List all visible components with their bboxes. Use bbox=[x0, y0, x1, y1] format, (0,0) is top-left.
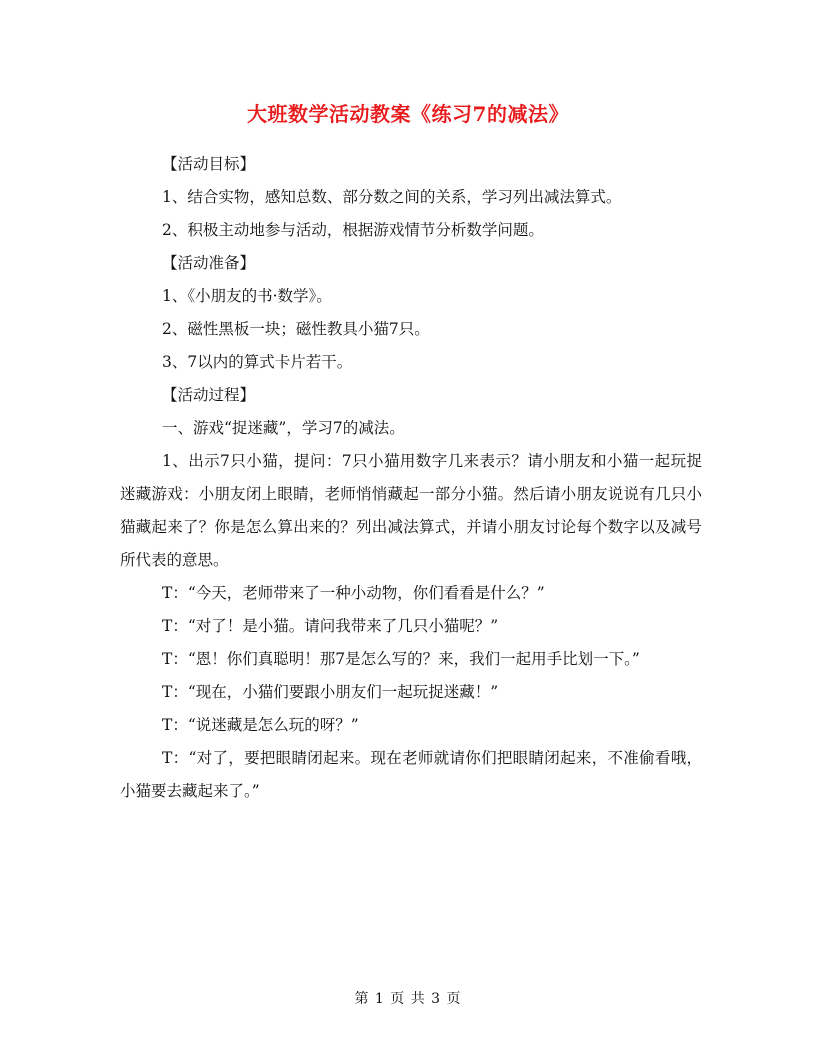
dialogue-line: T：“恩！你们真聪明！那7是怎么写的？来，我们一起用手比划一下。” bbox=[162, 650, 640, 668]
preparation-item: 1、《小朋友的书·数学》。 bbox=[162, 287, 332, 305]
document-body bbox=[120, 148, 702, 808]
preparation-item: 2、磁性黑板一块；磁性教具小猫7只。 bbox=[162, 320, 430, 338]
goal-item: 1、结合实物，感知总数、部分数之间的关系，学习列出减法算式。 bbox=[162, 188, 622, 206]
dialogue-line: T：“今天，老师带来了一种小动物，你们看看是什么？” bbox=[162, 584, 545, 602]
section-heading-goals: 【活动目标】 bbox=[162, 155, 256, 173]
preparation-item: 3、7以内的算式卡片若干。 bbox=[162, 353, 353, 371]
dialogue-line: T：“对了，要把眼睛闭起来。现在老师就请你们把眼睛闭起来，不准偷看哦，小猫要去藏起来了。” bbox=[120, 749, 702, 800]
section-heading-preparation: 【活动准备】 bbox=[162, 254, 256, 272]
dialogue-line: T：“现在，小猫们要跟小朋友们一起玩捉迷藏！” bbox=[162, 683, 499, 701]
page-number-footer: 第 1 页 共 3 页 bbox=[354, 991, 462, 1007]
goal-item: 2、积极主动地参与活动，根据游戏情节分析数学问题。 bbox=[162, 221, 544, 239]
dialogue-line: T：“对了！是小猫。请问我带来了几只小猫呢？” bbox=[162, 617, 499, 635]
dialogue-line: T：“说迷藏是怎么玩的呀？” bbox=[162, 716, 359, 734]
process-paragraph: 1、出示7只小猫，提问：7只小猫用数字几来表示？请小朋友和小猫一起玩捉迷藏游戏：小朋友闭上眼睛，老师悄悄藏起一部分小猫。然后请小朋友说说有几只小猫藏起来了？你是怎么算出来的？列出减法算式，并请小朋友讨论每个数字以及减号所代表的意思。 bbox=[120, 452, 702, 569]
section-heading-process: 【活动过程】 bbox=[162, 386, 256, 404]
process-step-heading: 一、游戏“捉迷藏”，学习7的减法。 bbox=[162, 419, 405, 437]
document-title: 大班数学活动教案《练习7的减法》 bbox=[247, 102, 569, 126]
